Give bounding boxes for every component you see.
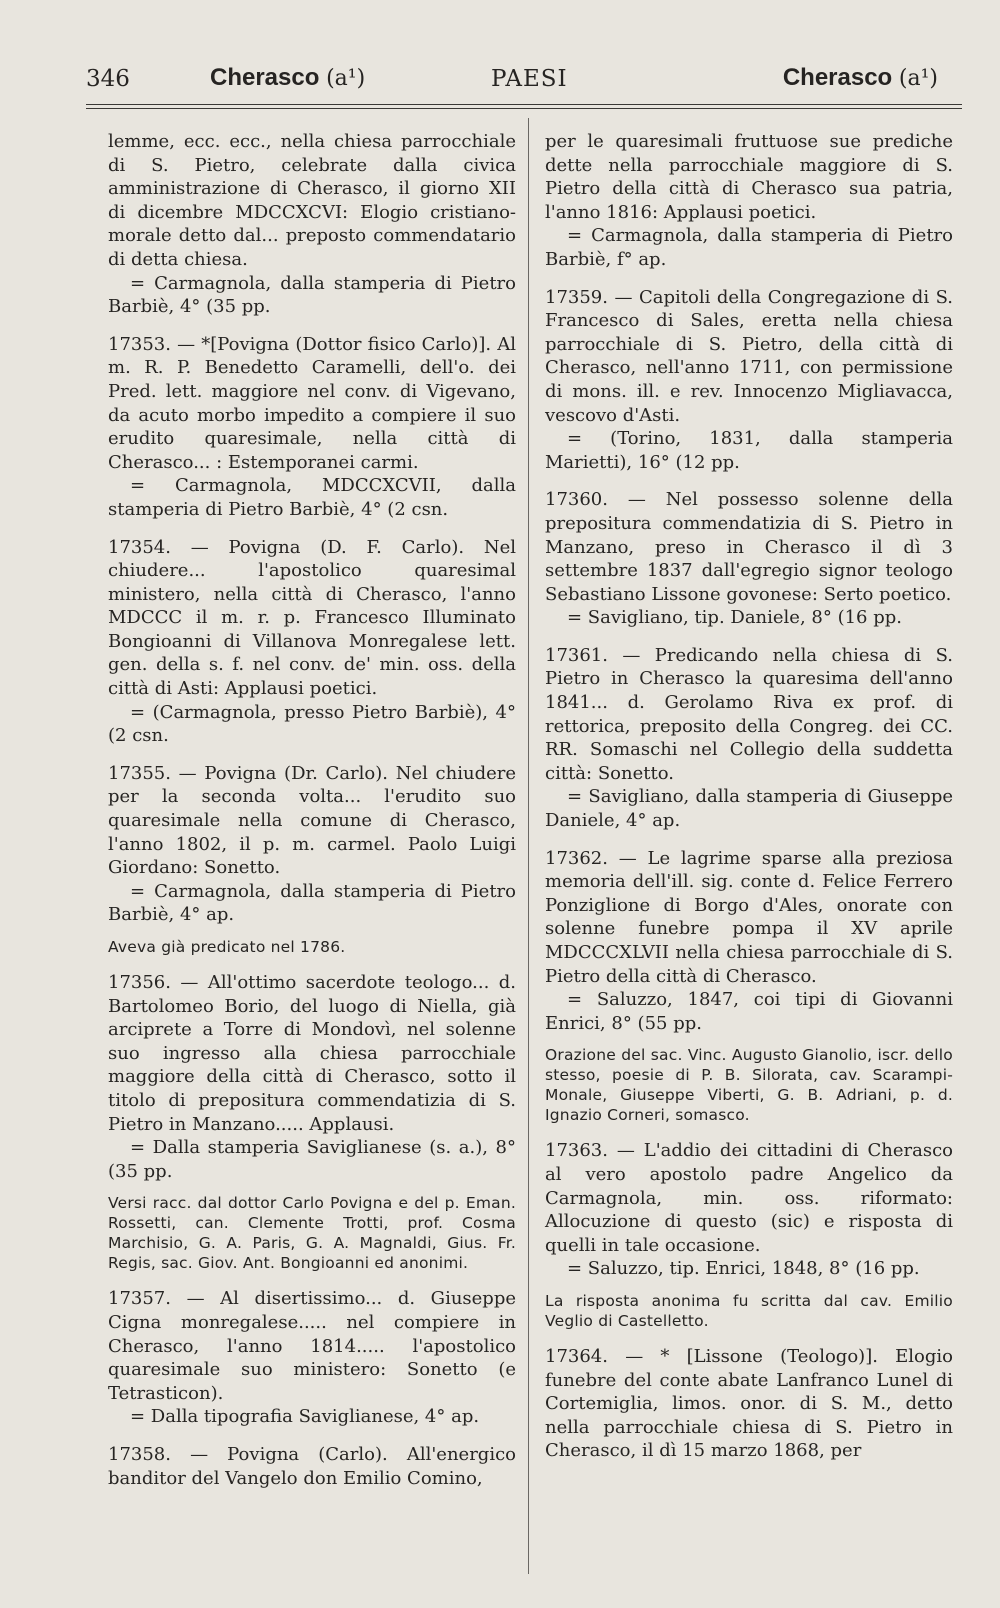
publication-line: = Saluzzo, 1847, coi tipi di Giovanni Enrici, 8° (55 pp. [545,989,953,1034]
catalog-entry: 17358. — Povigna (Carlo). All'energico banditor del Vangelo don Emilio Comino, [108,1443,516,1489]
continuation-text: lemme, ecc. ecc., nella chiesa parrocchiale di S. Pietro, celebrate dalla civica amministrazione di Cherasco, il giorno XII di dicembre MDCCXCVI: Elogio cristiano-morale detto dal... preposto commendatario di detta chiesa. [108,131,516,270]
left-column [108,130,516,1490]
header-rule-top [86,104,962,105]
header-right-title: Cherasco (a¹) [782,64,938,91]
header-center-title: PAESI [491,66,568,92]
right-column [545,130,953,1463]
publication-line: = Dalla stamperia Saviglianese (s. a.), 8° (35 pp. [108,1137,516,1182]
publication-line: = (Torino, 1831, dalla stamperia Marietti), 16° (12 pp. [545,428,953,473]
publication-line: = Savigliano, dalla stamperia di Giuseppe Daniele, 4° ap. [545,786,953,832]
catalog-entry: 17360. — Nel possesso solenne della prepositura commendatizia di S. Pietro in Manzano, preso in Cherasco il dì 3 settembre 1837 dall'egregio signor teologo Sebastiano Lissone govonese: Serto poetico. [545,489,953,605]
publication-line: = Savigliano, tip. Daniele, 8° (16 pp. [567,607,902,629]
catalog-entry: 17361. — Predicando nella chiesa di S. Pietro in Cherasco la quaresima dell'anno 1841... d. Gerolamo Riva ex prof. di rettorica, preposito della Congreg. dei CC. RR. Somaschi nel Collegio della suddetta città: Sonetto. [545,644,953,784]
catalog-entry: 17364. — * [Lissone (Teologo)]. Elogio funebre del conte abate Lanfranco Lunel di Cortemiglia, limos. onor. di S. M., detto nella parrocchiale chiesa di S. Pietro in Cherasco, il dì 15 marzo 1868, per [545,1345,953,1462]
header-rule-bottom [86,108,962,109]
entry-note: Aveva già predicato nel 1786. [108,938,346,956]
catalog-entry: 17363. — L'addio dei cittadini di Cherasco al vero apostolo padre Angelico da Carmagnola, min. oss. riformato: Allocuzione di questo (sic) e risposta di quelli in tale occasione. [545,1140,953,1256]
publication-line: = Carmagnola, dalla stamperia di Pietro Barbiè, f° ap. [545,225,953,270]
catalog-entry: 17353. — *[Povigna (Dottor fisico Carlo)]. Al m. R. P. Benedetto Caramelli, dell'o. dei Pred. lett. maggiore nel conv. di Vigevano, da acuto morbo impedito a compiere il suo erudito quaresimale, nella città di Cherasco... : Estemporanei carmi. [108,333,516,473]
continuation-text: per le quaresimali fruttuose sue prediche dette nella parrocchiale maggiore di S. Pietro della città di Cherasco sua patria, l'anno 1816: Applausi poetici. [545,131,953,223]
catalog-entry: 17355. — Povigna (Dr. Carlo). Nel chiudere per la seconda volta... l'erudito suo quaresimale nella comune di Cherasco, l'anno 1802, il p. m. carmel. Paolo Luigi Giordano: Sonetto. [108,762,516,879]
publication-line: = (Carmagnola, presso Pietro Barbiè), 4° (2 csn. [108,701,516,747]
catalog-entry: 17357. — Al disertissimo... d. Giuseppe Cigna monregalese..... nel compiere in Cherasco, l'anno 1814..... l'apostolico quaresimale suo ministero: Sonetto (e Tetrasticon). [108,1288,516,1404]
catalog-entry: 17354. — Povigna (D. F. Carlo). Nel chiudere... l'apostolico quaresimal ministero, nella città di Cherasco, l'anno MDCCC il m. r. p. Francesco Illuminato Bongioanni di Villanova Monregalese lett. gen. della s. f. nel conv. de' min. oss. della città di Asti: Applausi poetici. [108,536,516,700]
header-left-title: Cherasco (a¹) [210,64,366,91]
entry-note: Orazione del sac. Vinc. Augusto Gianolio, iscr. dello stesso, poesie di P. B. Silorata, cav. Scarampi-Monale, Giuseppe Viberti, G. B. Adriani, p. d. Ignazio Corneri, somasco. [545,1046,953,1125]
catalog-entry: 17362. — Le lagrime sparse alla preziosa memoria dell'ill. sig. conte d. Felice Ferrero Ponziglione di Borgo d'Ales, onorate con solenne funebre pompa il XV aprile MDCCCXLVII nella chiesa parrocchiale di S. Pietro della città di Cherasco. [545,847,953,987]
header-right-suffix: (a¹) [898,66,938,91]
running-header [86,62,962,102]
publication-line: = Carmagnola, dalla stamperia di Pietro Barbiè, 4° (35 pp. [108,272,516,318]
publication-line: = Carmagnola, dalla stamperia di Pietro Barbiè, 4° ap. [108,880,516,926]
entry-note: Versi racc. dal dottor Carlo Povigna e del p. Eman. Rossetti, can. Clemente Trotti, prof. Cosma Marchisio, G. A. Paris, G. A. Magnaldi, Gius. Fr. Regis, sac. Giov. Ant. Bongioanni ed anonimi. [108,1194,516,1273]
catalog-entry: 17359. — Capitoli della Congregazione di S. Francesco di Sales, eretta nella chiesa parrocchiale di S. Pietro, della città di Cherasco, nell'anno 1711, con permissione di mons. ill. e rev. Innocenzo Migliavacca, vescovo d'Asti. [545,286,953,426]
catalog-entry: 17356. — All'ottimo sacerdote teologo... d. Bartolomeo Borio, del luogo di Niella, già arciprete a Torre di Mondovì, nel solenne suo ingresso alla chiesa parrocchiale maggiore della città di Cherasco, sotto il titolo di prepositura commendatizia di S. Pietro in Manzano..... Applausi. [108,972,516,1135]
publication-line: = Saluzzo, tip. Enrici, 1848, 8° (16 pp. [567,1258,920,1280]
column-divider [528,118,529,1574]
publication-line: = Carmagnola, MDCCXCVII, dalla stamperia di Pietro Barbiè, 4° (2 csn. [108,475,516,520]
entry-note: La risposta anonima fu scritta dal cav. Emilio Veglio di Castelletto. [545,1291,953,1330]
publication-line: = Dalla tipografia Saviglianese, 4° ap. [130,1406,480,1428]
page-number: 346 [86,66,130,92]
header-left-suffix: (a¹) [326,66,366,91]
